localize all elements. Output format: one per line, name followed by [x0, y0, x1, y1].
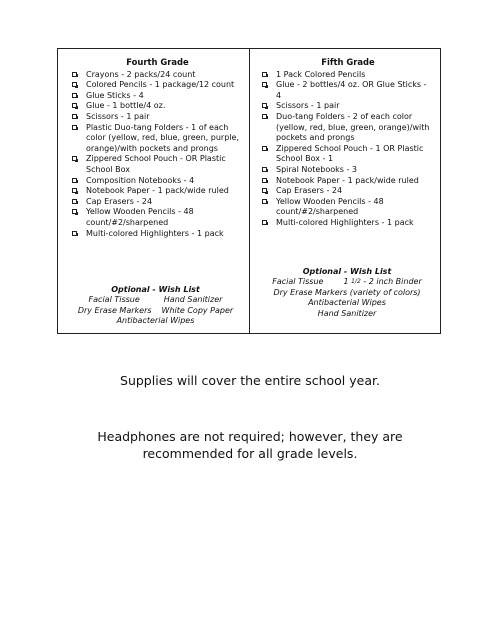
checkbox-icon	[72, 231, 77, 236]
fifth-grade-list	[262, 70, 434, 229]
wish-list-title: Optional - Wish List	[111, 285, 200, 294]
list-item: Scissors - 1 pair	[262, 101, 434, 112]
checkbox-icon	[72, 209, 77, 214]
list-item: Cap Erasers - 24	[72, 197, 243, 208]
checkbox-icon	[72, 188, 77, 193]
wish-list-title: Optional - Wish List	[302, 267, 392, 276]
list-item: Yellow Wooden Pencils - 48 count/#2/sharpened	[262, 197, 434, 218]
list-item: Glue Sticks - 4	[72, 91, 243, 102]
checkbox-icon	[262, 72, 267, 77]
list-item: Scissors - 1 pair	[72, 112, 243, 123]
checkbox-icon	[262, 167, 267, 172]
wish-item: Dry Erase Markers	[77, 305, 152, 315]
list-item: 1 Pack Colored Pencils	[262, 70, 434, 81]
wish-item: Facial Tissue	[88, 295, 140, 305]
checkbox-icon	[72, 199, 77, 204]
checkbox-icon	[262, 82, 267, 87]
fifth-grade-wish-list	[260, 267, 434, 319]
wish-item: White Copy Paper	[161, 305, 234, 315]
wish-item: Antibacterial Wipes	[308, 298, 386, 308]
wish-item: Antibacterial Wipes	[116, 316, 195, 326]
checkbox-icon	[72, 114, 77, 119]
fourth-grade-wish-list	[68, 285, 243, 327]
checkbox-icon	[262, 103, 267, 108]
supplies-note: Supplies will cover the entire school year.	[120, 373, 380, 388]
list-item: Notebook Paper - 1 pack/wide ruled	[262, 176, 434, 187]
list-item: Composition Notebooks - 4	[72, 176, 243, 187]
fourth-grade-title: Fourth Grade	[126, 57, 189, 67]
fifth-grade-column	[249, 49, 440, 333]
checkbox-icon	[72, 125, 77, 130]
list-item: Spiral Notebooks - 3	[262, 165, 434, 176]
wish-item: Hand Sanitizer	[317, 308, 377, 318]
checkbox-icon	[262, 146, 267, 151]
checkbox-icon	[72, 82, 77, 87]
list-item: Notebook Paper - 1 pack/wide ruled	[72, 186, 243, 197]
supply-list-table	[57, 48, 441, 334]
checkbox-icon	[72, 103, 77, 108]
checkbox-icon	[262, 178, 267, 183]
checkbox-icon	[72, 156, 77, 161]
list-item: Yellow Wooden Pencils - 48 count/#2/sharpened	[72, 207, 243, 228]
list-item: Crayons - 2 packs/24 count	[72, 70, 243, 81]
headphones-note: Headphones are not required; however, they are recommended for all grade levels.	[97, 429, 403, 461]
list-item: Duo-tang Folders - 2 of each color (yellow, red, blue, green, orange)/with pockets and prongs	[262, 112, 434, 144]
checkbox-icon	[72, 178, 77, 183]
checkbox-icon	[262, 188, 267, 193]
wish-item: Facial Tissue	[272, 277, 324, 287]
list-item: Glue - 2 bottles/4 oz. OR Glue Sticks - 4	[262, 80, 434, 101]
fifth-grade-title: Fifth Grade	[321, 57, 375, 67]
list-item: Colored Pencils - 1 package/12 count	[72, 80, 243, 91]
fourth-grade-column	[58, 49, 249, 333]
fourth-grade-list	[72, 70, 243, 240]
wish-item: 1 1/2 - 2 inch Binder	[343, 277, 422, 287]
list-item: Multi-colored Highlighters - 1 pack	[72, 229, 243, 240]
list-item: Zippered School Pouch - OR Plastic School Box	[72, 154, 243, 175]
checkbox-icon	[72, 72, 77, 77]
checkbox-icon	[262, 114, 267, 119]
list-item: Glue - 1 bottle/4 oz.	[72, 101, 243, 112]
checkbox-icon	[72, 93, 77, 98]
wish-item: Dry Erase Markers (variety of colors)	[273, 287, 421, 297]
list-item: Cap Erasers - 24	[262, 186, 434, 197]
checkbox-icon	[262, 199, 267, 204]
list-item: Plastic Duo-tang Folders - 1 of each color (yellow, red, blue, green, purple, orange)/with pockets and prongs	[72, 123, 243, 155]
checkbox-icon	[262, 220, 267, 225]
wish-item: Hand Sanitizer	[163, 295, 223, 305]
list-item: Zippered School Pouch - 1 OR Plastic School Box - 1	[262, 144, 434, 165]
list-item: Multi-colored Highlighters - 1 pack	[262, 218, 434, 229]
